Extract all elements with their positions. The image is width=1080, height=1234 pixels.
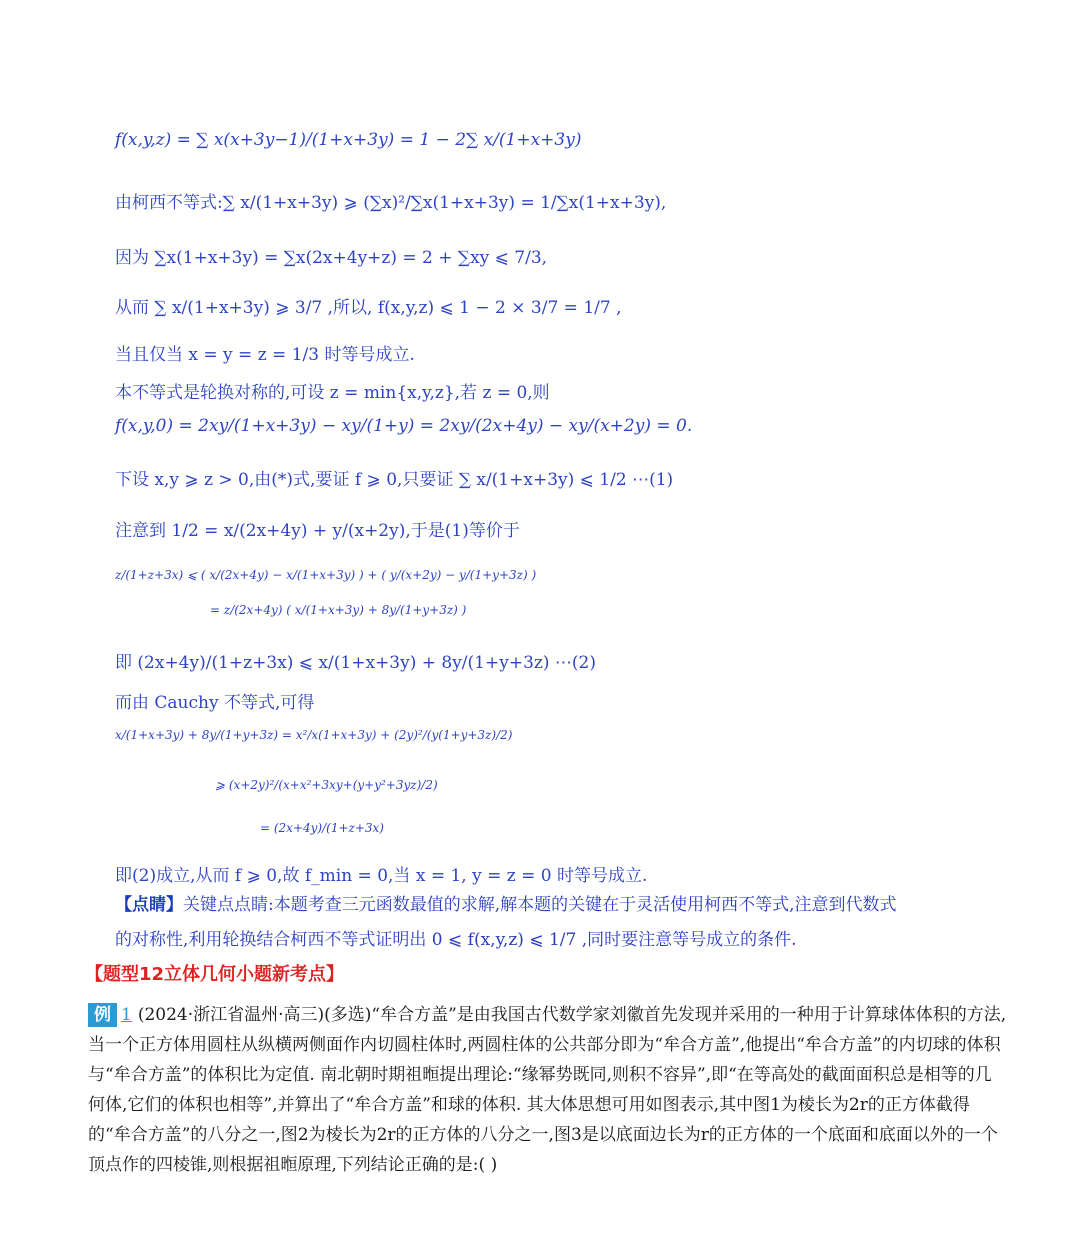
tip-text-1: 关键点点睛:本题考查三元函数最值的求解,解本题的关键在于灵活使用柯西不等式,注意到代数式 [183, 895, 897, 915]
formula-line: f(x,y,z) = ∑ x(x+3y−1)/(1+x+3y) = 1 − 2∑ x/(1+x+3y) [115, 130, 582, 150]
case-z0-line: f(x,y,0) = 2xy/(1+x+3y) − xy/(1+y) = 2xy/(2x+4y) − xy/(x+2y) = 0. [115, 416, 693, 436]
example-badge: 例 [88, 1003, 117, 1027]
symmetry-line: 本不等式是轮换对称的,可设 z = min{x,y,z},若 z = 0,则 [115, 383, 550, 403]
cauchy-step3: = (2x+4y)/(1+z+3x) [260, 821, 384, 835]
conclusion-line: 即(2)成立,从而 f ⩾ 0,故 f_min = 0,当 x = 1, y = z = 0 时等号成立. [115, 866, 648, 886]
therefore-line: 从而 ∑ x/(1+x+3y) ⩾ 3/7 ,所以, f(x,y,z) ⩽ 1 − 2 × 3/7 = 1/7 , [115, 298, 622, 318]
section-title: 【题型12立体几何小题新考点】 [85, 964, 345, 985]
example-block [88, 1000, 1008, 1180]
cauchy-step2: ⩾ (x+2y)²/(x+x²+3xy+(y+y²+3yz)/2) [215, 778, 438, 792]
cauchy-step1: x/(1+x+3y) + 8y/(1+y+3z) = x²/x(1+x+3y) + (2y)²/(y(1+y+3z)/2) [115, 728, 513, 742]
note-line: 注意到 1/2 = x/(2x+4y) + y/(x+2y),于是(1)等价于 [115, 521, 520, 541]
tip-line-1 [115, 890, 897, 915]
ineq-line: z/(1+z+3x) ⩽ ( x/(2x+4y) − x/(1+x+3y) ) + ( y/(x+2y) − y/(1+y+3z) ) [115, 568, 537, 582]
tip-label: 【点睛】 [115, 895, 183, 915]
ie-line: 即 (2x+4y)/(1+z+3x) ⩽ x/(1+x+3y) + 8y/(1+y+3z) ⋯(2) [115, 653, 596, 673]
cauchy-intro-line: 而由 Cauchy 不等式,可得 [115, 693, 315, 713]
tip-line-2: 的对称性,利用轮换结合柯西不等式证明出 0 ⩽ f(x,y,z) ⩽ 1/7 ,同时要注意等号成立的条件. [115, 930, 797, 950]
assume-line: 下设 x,y ⩾ z > 0,由(*)式,要证 f ⩾ 0,只要证 ∑ x/(1+x+3y) ⩽ 1/2 ⋯(1) [115, 470, 674, 490]
example-text: (2024·浙江省温州·高三)(多选)“牟合方盖”是由我国古代数学家刘徽首先发现并采用的一种用于计算球体体积的方法,当一个正方体用圆柱从纵横两侧面作内切圆柱体时,两圆柱体的公共部分即为“牟合方盖”,他提出“牟合方盖”的内切球的体积与“牟合方盖”的体积比为定值. 南北朝时期祖暅提出理论:“缘幂势既同,则积不容异”,即“在等高处的截面面积总是相等的几何体,它们的体积也相等”,并算出了“牟合方盖”和球的体积. 其大体思想可用如图表示,其中图1为棱长为2r的正方体截得的“牟合方盖”的八分之一,图2为棱长为2r的正方体的八分之一,图3是以底面边长为r的正方体的一个底面和底面以外的一个顶点作的四棱锥,则根据祖暅原理,下列结论正确的是:( ) [88, 1005, 1007, 1175]
ineq-eq-line: = z/(2x+4y) ( x/(1+x+3y) + 8y/(1+y+3z) ) [210, 603, 467, 617]
example-number: 1 [121, 1005, 132, 1025]
because-line: 因为 ∑x(1+x+3y) = ∑x(2x+4y+z) = 2 + ∑xy ⩽ 7/3, [115, 248, 548, 268]
equality-line: 当且仅当 x = y = z = 1/3 时等号成立. [115, 345, 415, 365]
cauchy-line: 由柯西不等式:∑ x/(1+x+3y) ⩾ (∑x)²/∑x(1+x+3y) = 1/∑x(1+x+3y), [115, 193, 667, 213]
